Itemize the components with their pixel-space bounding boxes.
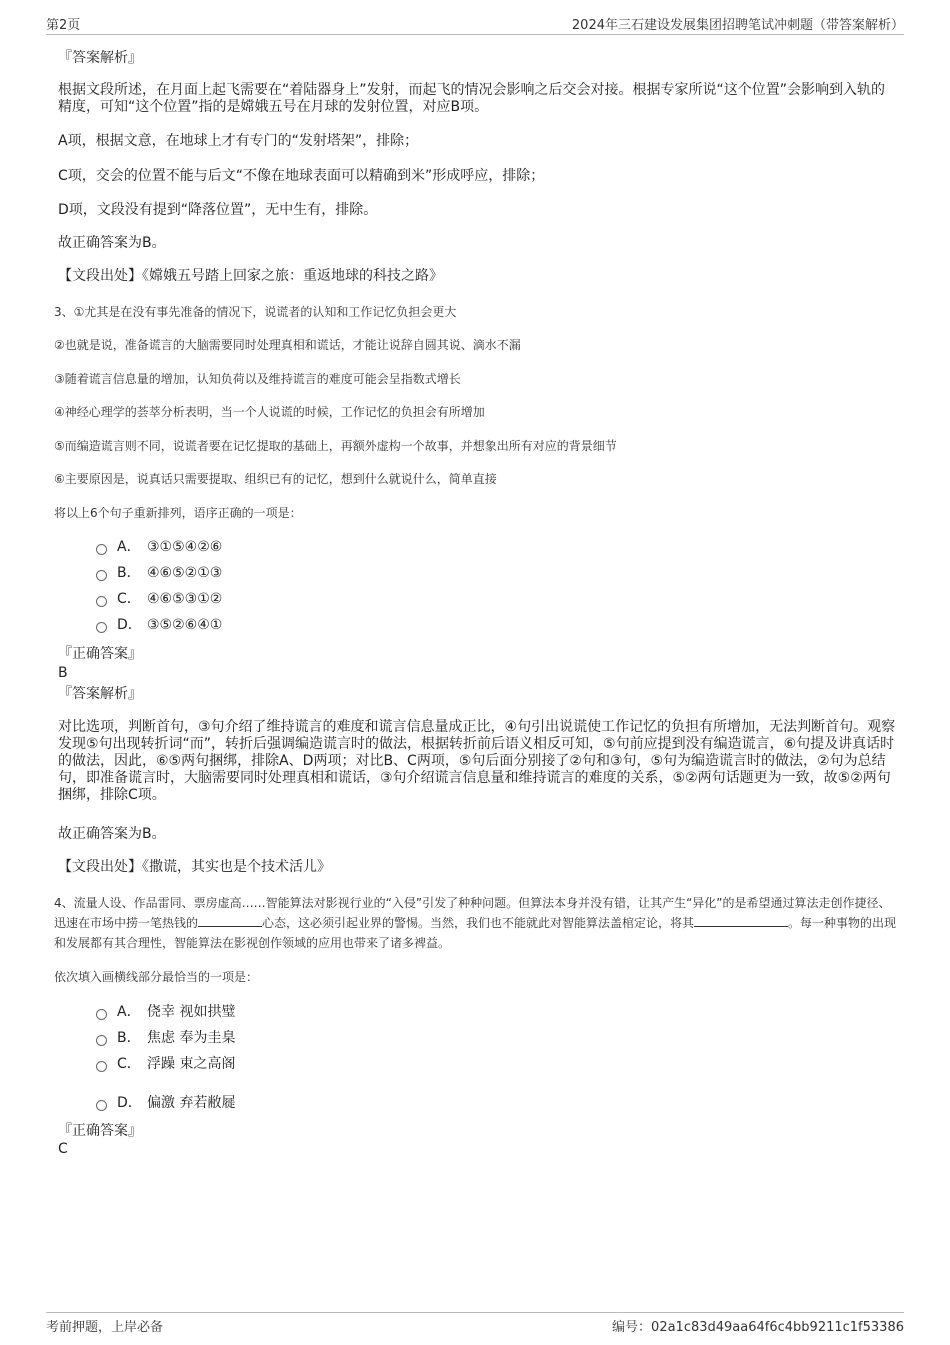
radio-icon[interactable] <box>96 1035 107 1046</box>
q3-answer-label: 『正确答案』 <box>58 646 142 662</box>
q4-option-b[interactable]: B． 焦虑 奉为圭臬 <box>96 1030 235 1047</box>
fill-blank-1 <box>198 913 262 927</box>
footer-slogan: 考前押题，上岸必备 <box>46 1320 164 1335</box>
q3-sentence-2: ②也就是说，准备谎言的大脑需要同时处理真相和谎话，才能让说辞自圆其说、滴水不漏 <box>54 338 521 352</box>
q4-option-c[interactable]: C． 浮躁 束之高阁 <box>96 1056 235 1073</box>
page-footer <box>46 1312 904 1336</box>
q4-prompt: 依次填入画横线部分最恰当的一项是： <box>54 970 259 984</box>
q3-conclusion: 故正确答案为B。 <box>58 826 166 842</box>
q3-option-a[interactable]: A． ③①⑤④②⑥ <box>96 539 222 556</box>
radio-icon[interactable] <box>96 622 107 633</box>
analysis-label: 『答案解析』 <box>58 50 142 66</box>
radio-icon[interactable] <box>96 1100 107 1111</box>
q3-answer: B <box>58 665 68 681</box>
source-citation: 【文段出处】《嫦娥五号踏上回家之旅：重返地球的科技之路》 <box>58 268 443 284</box>
q3-prompt: 将以上6个句子重新排列，语序正确的一项是： <box>54 506 302 520</box>
radio-icon[interactable] <box>96 570 107 581</box>
radio-icon[interactable] <box>96 1009 107 1020</box>
q3-option-c[interactable]: C． ④⑥⑤③①② <box>96 591 222 608</box>
q4-option-d[interactable]: D． 偏激 弃若敝屣 <box>96 1095 235 1112</box>
q4-stem: 4、流量人设、作品雷同、票房虚高……智能算法对影视行业的“入侵”引发了种种问题。但算法本身并没有错，让其产生“异化”的是希望通过算法走创作捷径、迅速在市场中捞一笔热钱的 心态，这必须引起业界的警惕。当然，我们也不能就此对智能算法盖棺定论，将其 。每一种事物的出现和发展都有其合理性，智能算法在影视创作领域的应用也带来了诸多裨益。 <box>54 896 897 950</box>
document-code: 编号：02a1c83d49aa64f6c4bb9211c1f53386 <box>612 1320 904 1335</box>
q3-sentence-3: ③随着谎言信息量的增加，认知负荷以及维持谎言的难度可能会呈指数式增长 <box>54 372 461 386</box>
q3-sentence-4: ④神经心理学的荟萃分析表明，当一个人说谎的时候，工作记忆的负担会有所增加 <box>54 405 485 419</box>
document-title: 2024年三石建设发展集团招聘笔试冲刺题（带答案解析） <box>571 18 904 33</box>
q4-answer-label: 『正确答案』 <box>58 1123 142 1139</box>
q3-source: 【文段出处】《撒谎，其实也是个技术活儿》 <box>58 859 331 875</box>
q3-analysis: 对比选项，判断首句，③句介绍了维持谎言的难度和谎言信息量成正比，④句引出说谎使工作记忆的负担有所增加，无法判断首句。观察发现⑤句出现转折词“而”，转折后强调编造谎言时的做法，根据转折前后语义相反可知，⑤句前应提到没有编造谎言，⑥句提及讲真话时的做法，因此，⑥⑤两句捆绑，排除A、D两项；对比B、C两项，⑤句后面分别接了②句和③句，⑤句为编造谎言时的做法，②句为总结句，即准备谎言时，大脑需要同时处理真相和谎话，③句介绍谎言信息量和维持谎言的难度的关系，⑤②两句话题更为一致，故⑤②两句捆绑，排除C项。 <box>58 719 896 803</box>
q3-sentence-1: 3、①尤其是在没有事先准备的情况下，说谎者的认知和工作记忆负担会更大 <box>54 305 457 319</box>
analysis-option-d: D项，文段没有提到“降落位置”，无中生有，排除。 <box>58 202 378 218</box>
analysis-paragraph: 根据文段所述，在月面上起飞需要在“着陆器身上”发射，而起飞的情况会影响之后交会对接。根据专家所说“这个位置”会影响到入轨的精度，可知“这个位置”指的是嫦娥五号在月球的发射位置，对应B项。 <box>58 82 886 115</box>
analysis-option-a: A项，根据文意，在地球上才有专门的“发射塔架”，排除； <box>58 133 419 149</box>
analysis-conclusion: 故正确答案为B。 <box>58 235 166 251</box>
radio-icon[interactable] <box>96 596 107 607</box>
analysis-option-c: C项，交会的位置不能与后文“不像在地球表面可以精确到米”形成呼应，排除； <box>58 168 545 184</box>
q3-sentence-6: ⑥主要原因是，说真话只需要提取、组织已有的记忆，想到什么就说什么，简单直接 <box>54 472 497 486</box>
q3-option-d[interactable]: D． ③⑤②⑥④① <box>96 617 222 634</box>
page-number: 第2页 <box>46 18 81 33</box>
q3-analysis-label: 『答案解析』 <box>58 686 142 702</box>
radio-icon[interactable] <box>96 1061 107 1072</box>
q4-option-a[interactable]: A． 侥幸 视如拱璧 <box>96 1004 235 1021</box>
fill-blank-2 <box>694 913 788 927</box>
q4-answer: C <box>58 1141 68 1157</box>
q3-sentence-5: ⑤而编造谎言则不同，说谎者要在记忆提取的基础上，再额外虚构一个故事，并想象出所有对应的背景细节 <box>54 439 617 453</box>
radio-icon[interactable] <box>96 544 107 555</box>
q3-option-b[interactable]: B． ④⑥⑤②①③ <box>96 565 222 582</box>
page-header <box>46 12 904 35</box>
